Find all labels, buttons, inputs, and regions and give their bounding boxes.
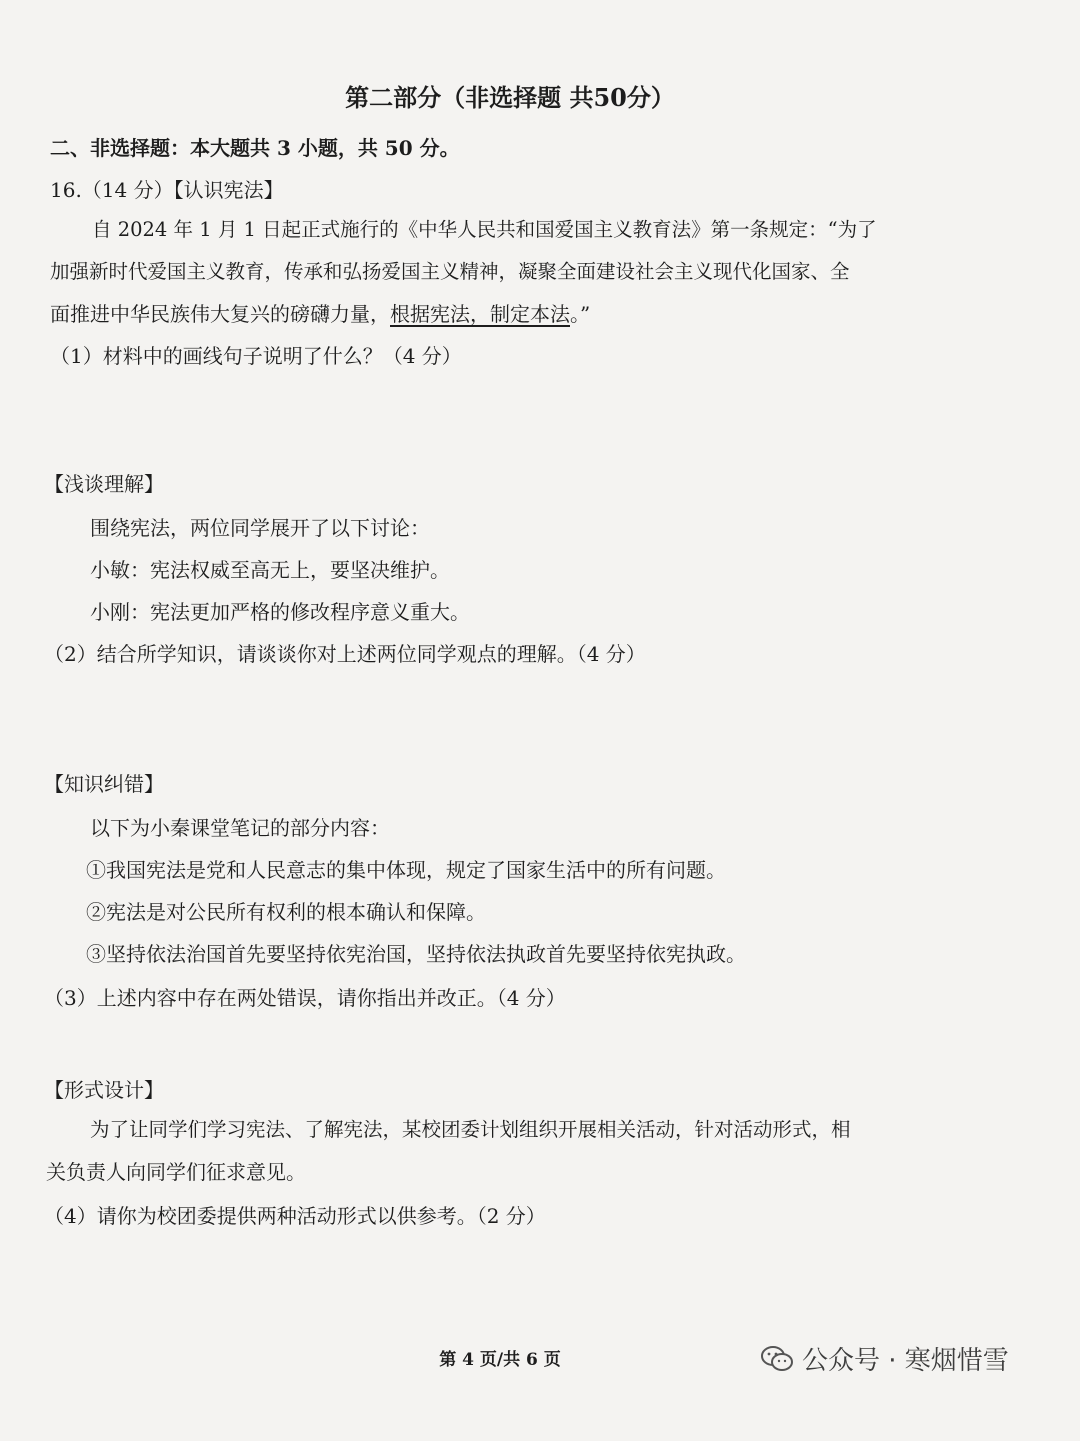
section-heading-design: 【形式设计】 (44, 1078, 164, 1102)
question-16-heading: 16.（14 分）【认识宪法】 (50, 178, 284, 202)
section-title: 第二部分（非选择题 共50分） (345, 83, 675, 112)
design-line-1: 为了让同学们学习宪法、了解宪法，某校团委计划组织开展相关活动，针对活动形式，相 (90, 1118, 851, 1141)
material-line-2: 加强新时代爱国主义教育，传承和弘扬爱国主义精神，凝聚全面建设社会主义现代化国家、全 (50, 260, 850, 283)
discussion-xiaogang: 小刚：宪法更加严格的修改程序意义重大。 (90, 600, 470, 624)
discussion-intro: 围绕宪法，两位同学展开了以下讨论： (90, 516, 430, 540)
notes-item-3: ③坚持依法治国首先要坚持依宪治国，坚持依法执政首先要坚持依宪执政。 (86, 942, 746, 966)
section-heading-correction: 【知识纠错】 (44, 772, 164, 796)
watermark-text: 公众号 · 寒烟惜雪 (802, 1346, 1009, 1376)
page-footer: 第 4 页/共 6 页 (439, 1350, 561, 1370)
design-line-2: 关负责人向同学们征求意见。 (46, 1160, 306, 1184)
section-heading-understanding: 【浅谈理解】 (44, 472, 164, 496)
question-3: （3）上述内容中存在两处错误，请你指出并改正。（4 分） (44, 986, 566, 1010)
section-intro: 二、非选择题：本大题共 3 小题，共 50 分。 (50, 136, 460, 160)
notes-intro: 以下为小秦课堂笔记的部分内容： (90, 816, 390, 840)
watermark (760, 1340, 1009, 1377)
discussion-xiaomin: 小敏：宪法权威至高无上，要坚决维护。 (90, 558, 450, 582)
question-1: （1）材料中的画线句子说明了什么？（4 分） (50, 344, 462, 368)
material-line-3-end: 。” (570, 302, 591, 326)
question-2: （2）结合所学知识，请谈谈你对上述两位同学观点的理解。（4 分） (44, 642, 646, 666)
notes-item-2: ②宪法是对公民所有权利的根本确认和保障。 (86, 900, 486, 924)
material-line-3 (50, 300, 590, 328)
wechat-icon (760, 1344, 794, 1374)
notes-item-1: ①我国宪法是党和人民意志的集中体现，规定了国家生活中的所有问题。 (86, 858, 726, 882)
material-line-1: 自 2024 年 1 月 1 日起正式施行的《中华人民共和国爱国主义教育法》第一条规定：“为了 (92, 218, 877, 241)
question-4: （4）请你为校团委提供两种活动形式以供参考。（2 分） (44, 1204, 546, 1228)
material-line-3-text: 面推进中华民族伟大复兴的磅礴力量， (50, 302, 390, 326)
underlined-sentence: 根据宪法，制定本法 (390, 302, 570, 326)
